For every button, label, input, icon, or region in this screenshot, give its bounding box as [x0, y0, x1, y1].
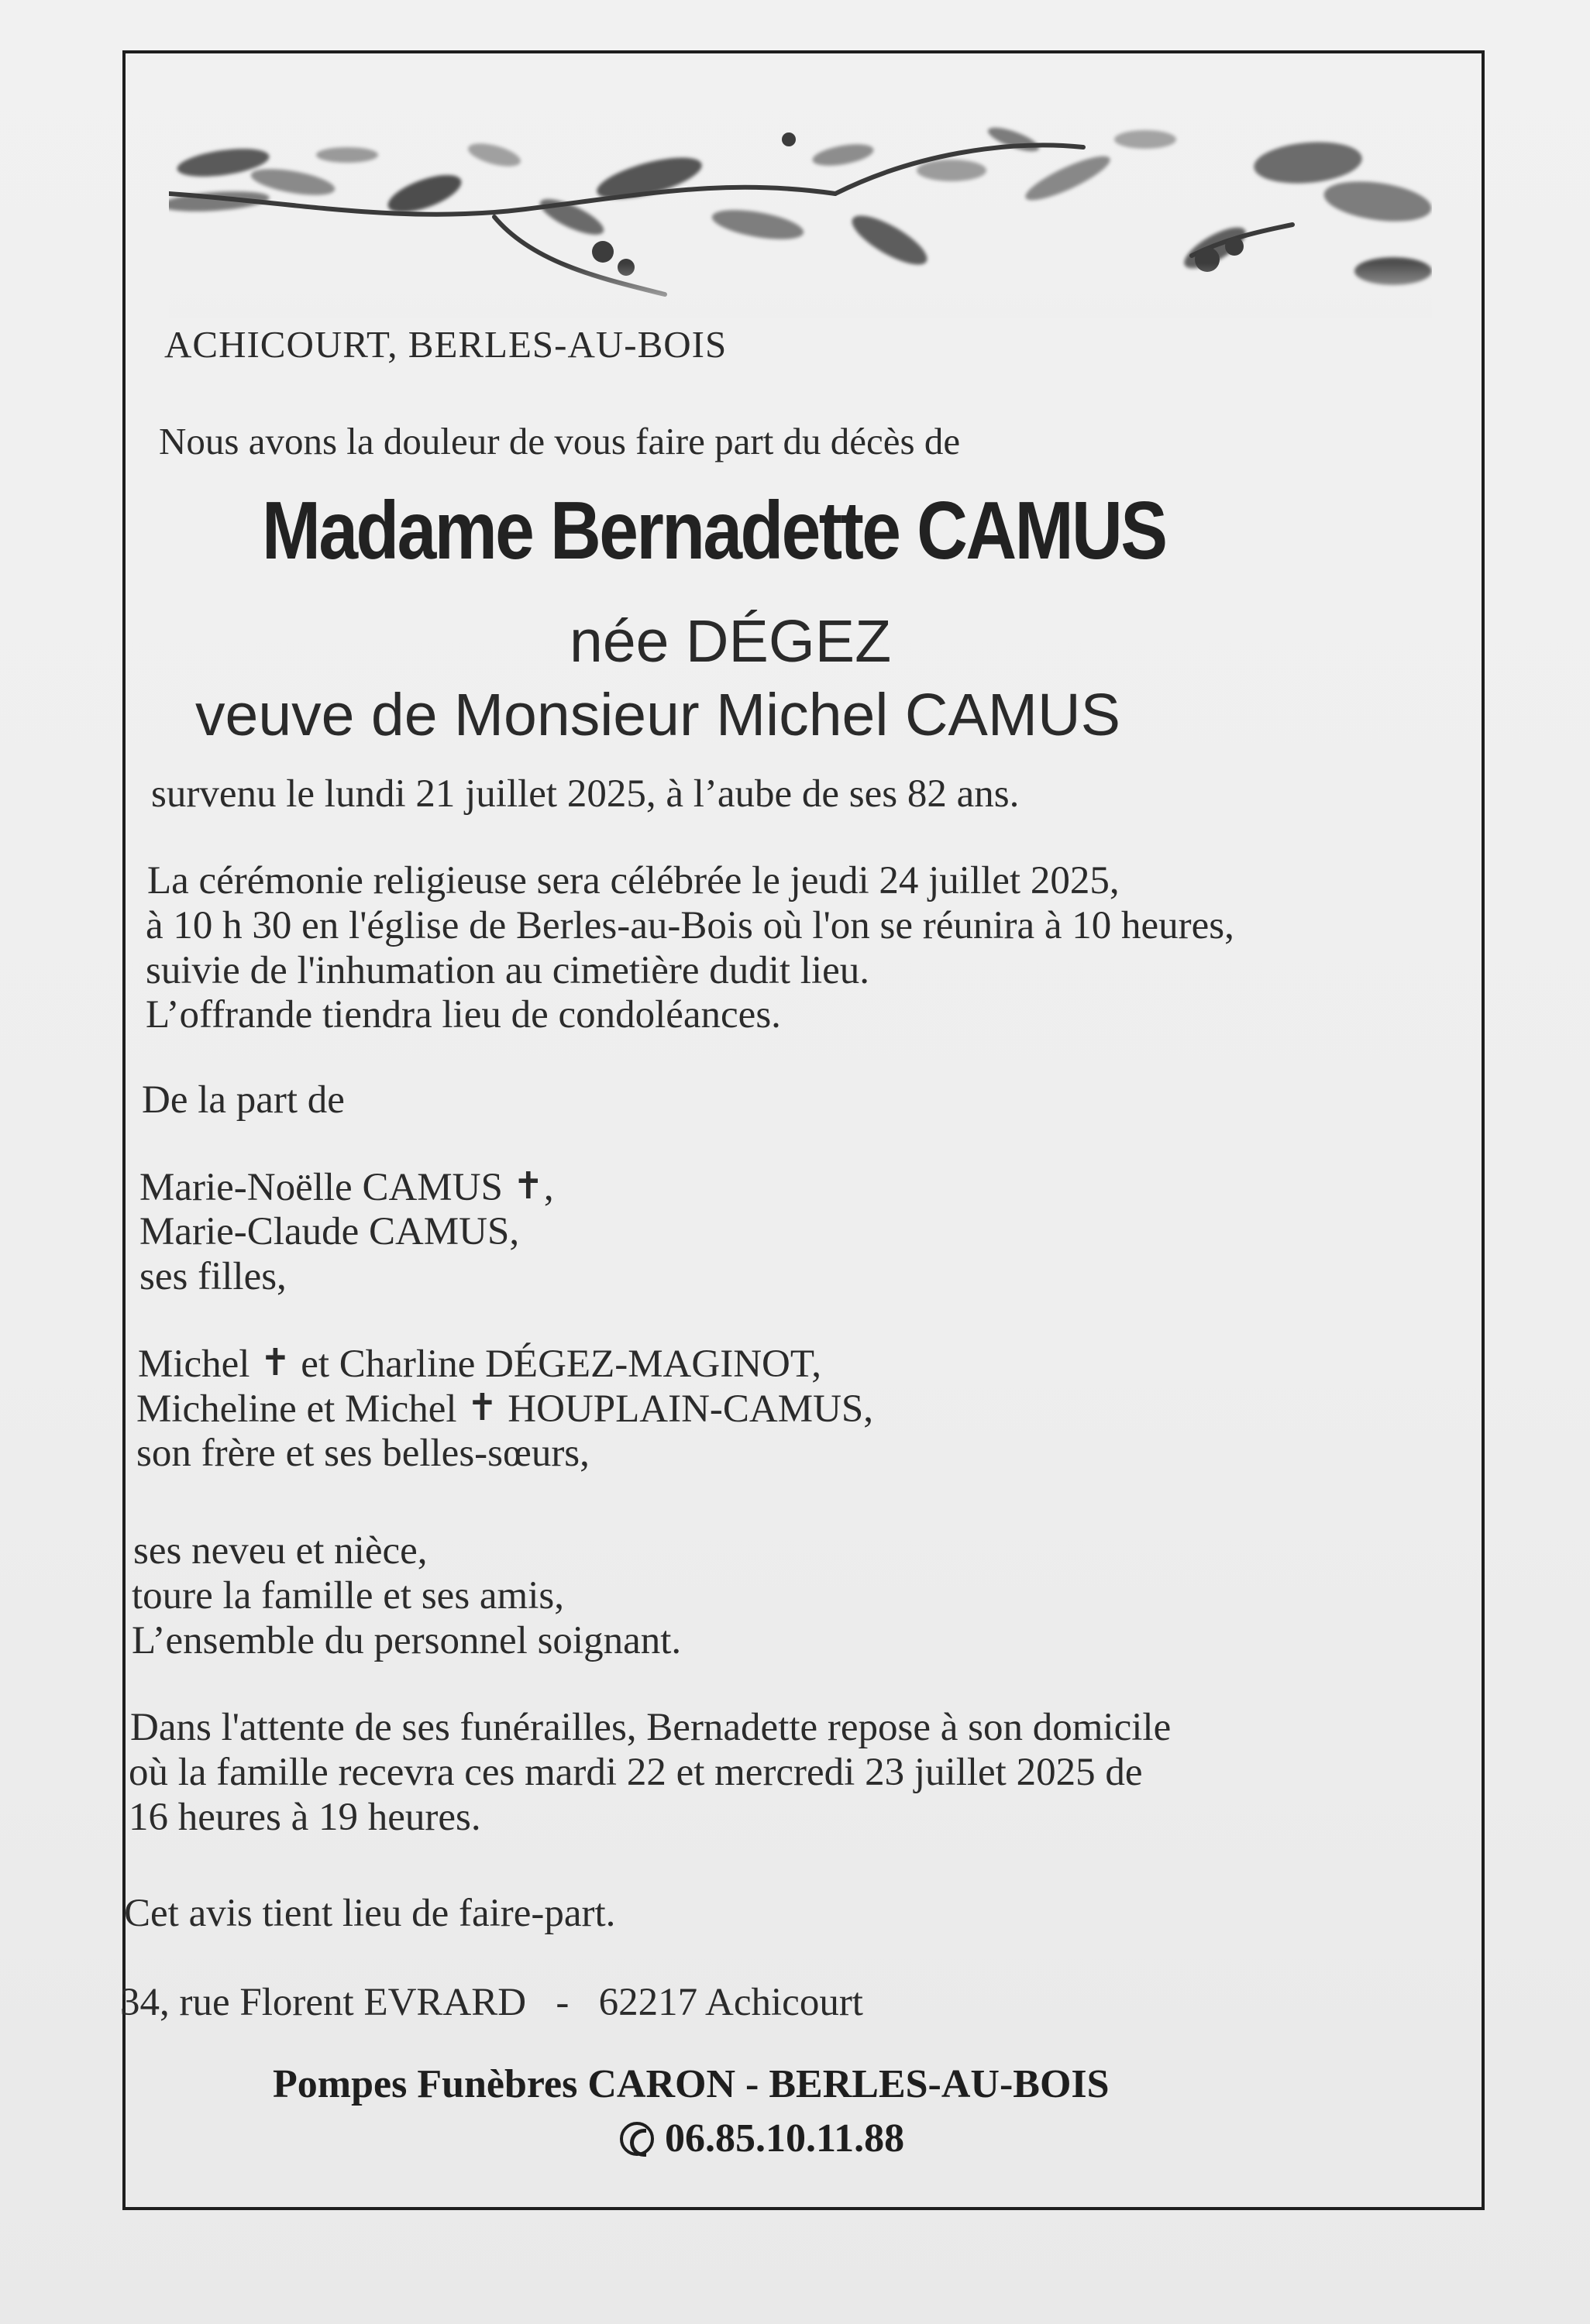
- locations-line: ACHICOURT, BERLES-AU-BOIS: [164, 323, 728, 366]
- cross-icon: ✝: [466, 1386, 498, 1429]
- widow-line: veuve de Monsieur Michel CAMUS: [195, 682, 1120, 748]
- visitation-line-3: 16 heures à 19 heures.: [129, 1796, 481, 1839]
- maiden-name: née DÉGEZ: [570, 608, 892, 675]
- floral-branch-banner: [169, 108, 1432, 318]
- cross-icon: ✝: [260, 1341, 291, 1384]
- funeral-home-name: Pompes Funèbres CARON - BERLES-AU-BOIS: [273, 2062, 1110, 2106]
- ceremony-line-4: L’offrande tiendra lieu de condoléances.: [146, 993, 781, 1037]
- cross-icon: ✝: [512, 1164, 544, 1208]
- daughter-1-name: Marie-Noëlle CAMUS: [139, 1166, 503, 1209]
- ceremony-line-1: La cérémonie religieuse sera célébrée le jeudi 24 juillet 2025,: [147, 859, 1120, 902]
- daughter-1-suffix: ,: [543, 1166, 554, 1209]
- sibling-2-first: Micheline et Michel: [136, 1387, 457, 1431]
- siblings-label: son frère et ses belles-sœurs,: [136, 1432, 590, 1475]
- notice-frame: [122, 50, 1485, 2210]
- intro-line: Nous avons la douleur de vous faire part du décès de: [159, 420, 961, 462]
- address-separator: -: [556, 1981, 570, 2024]
- from-line: De la part de: [142, 1078, 345, 1122]
- sibling-1-rest: et Charline DÉGEZ-MAGINOT,: [301, 1342, 821, 1386]
- daughters-label: ses filles,: [139, 1255, 287, 1298]
- address-street: 34, rue Florent EVRARD: [120, 1981, 527, 2024]
- sibling-2-rest: HOUPLAIN-CAMUS,: [508, 1387, 874, 1431]
- ceremony-line-2: à 10 h 30 en l'église de Berles-au-Bois où l'on se réunira à 10 heures,: [146, 904, 1234, 947]
- daughter-1: [139, 1164, 554, 1209]
- funeral-home-phone-line: [620, 2116, 905, 2161]
- address-city: 62217 Achicourt: [598, 1981, 863, 2024]
- visitation-line-2: où la famille recevra ces mardi 22 et mercredi 23 juillet 2025 de: [129, 1751, 1143, 1794]
- address-line: [120, 1983, 863, 2023]
- sibling-1: [138, 1341, 821, 1386]
- ceremony-line-3: suivie de l'inhumation au cimetière dudit lieu.: [146, 949, 870, 992]
- deceased-name: Madame Bernadette CAMUS: [262, 485, 1166, 576]
- family-friends-line: toure la famille et ses amis,: [132, 1574, 564, 1618]
- phone-icon: [620, 2122, 654, 2156]
- nephews-line: ses neveu et nièce,: [133, 1529, 428, 1573]
- sibling-2: [136, 1386, 874, 1431]
- notice-line: Cet avis tient lieu de faire-part.: [124, 1892, 616, 1935]
- sibling-1-first: Michel: [138, 1342, 250, 1386]
- funeral-home-phone: 06.85.10.11.88: [665, 2116, 905, 2161]
- daughter-2: Marie-Claude CAMUS,: [139, 1210, 520, 1253]
- death-line: survenu le lundi 21 juillet 2025, à l’aube de ses 82 ans.: [151, 772, 1020, 816]
- visitation-line-1: Dans l'attente de ses funérailles, Bernadette repose à son domicile: [130, 1706, 1172, 1749]
- staff-line: L’ensemble du personnel soignant.: [132, 1619, 682, 1662]
